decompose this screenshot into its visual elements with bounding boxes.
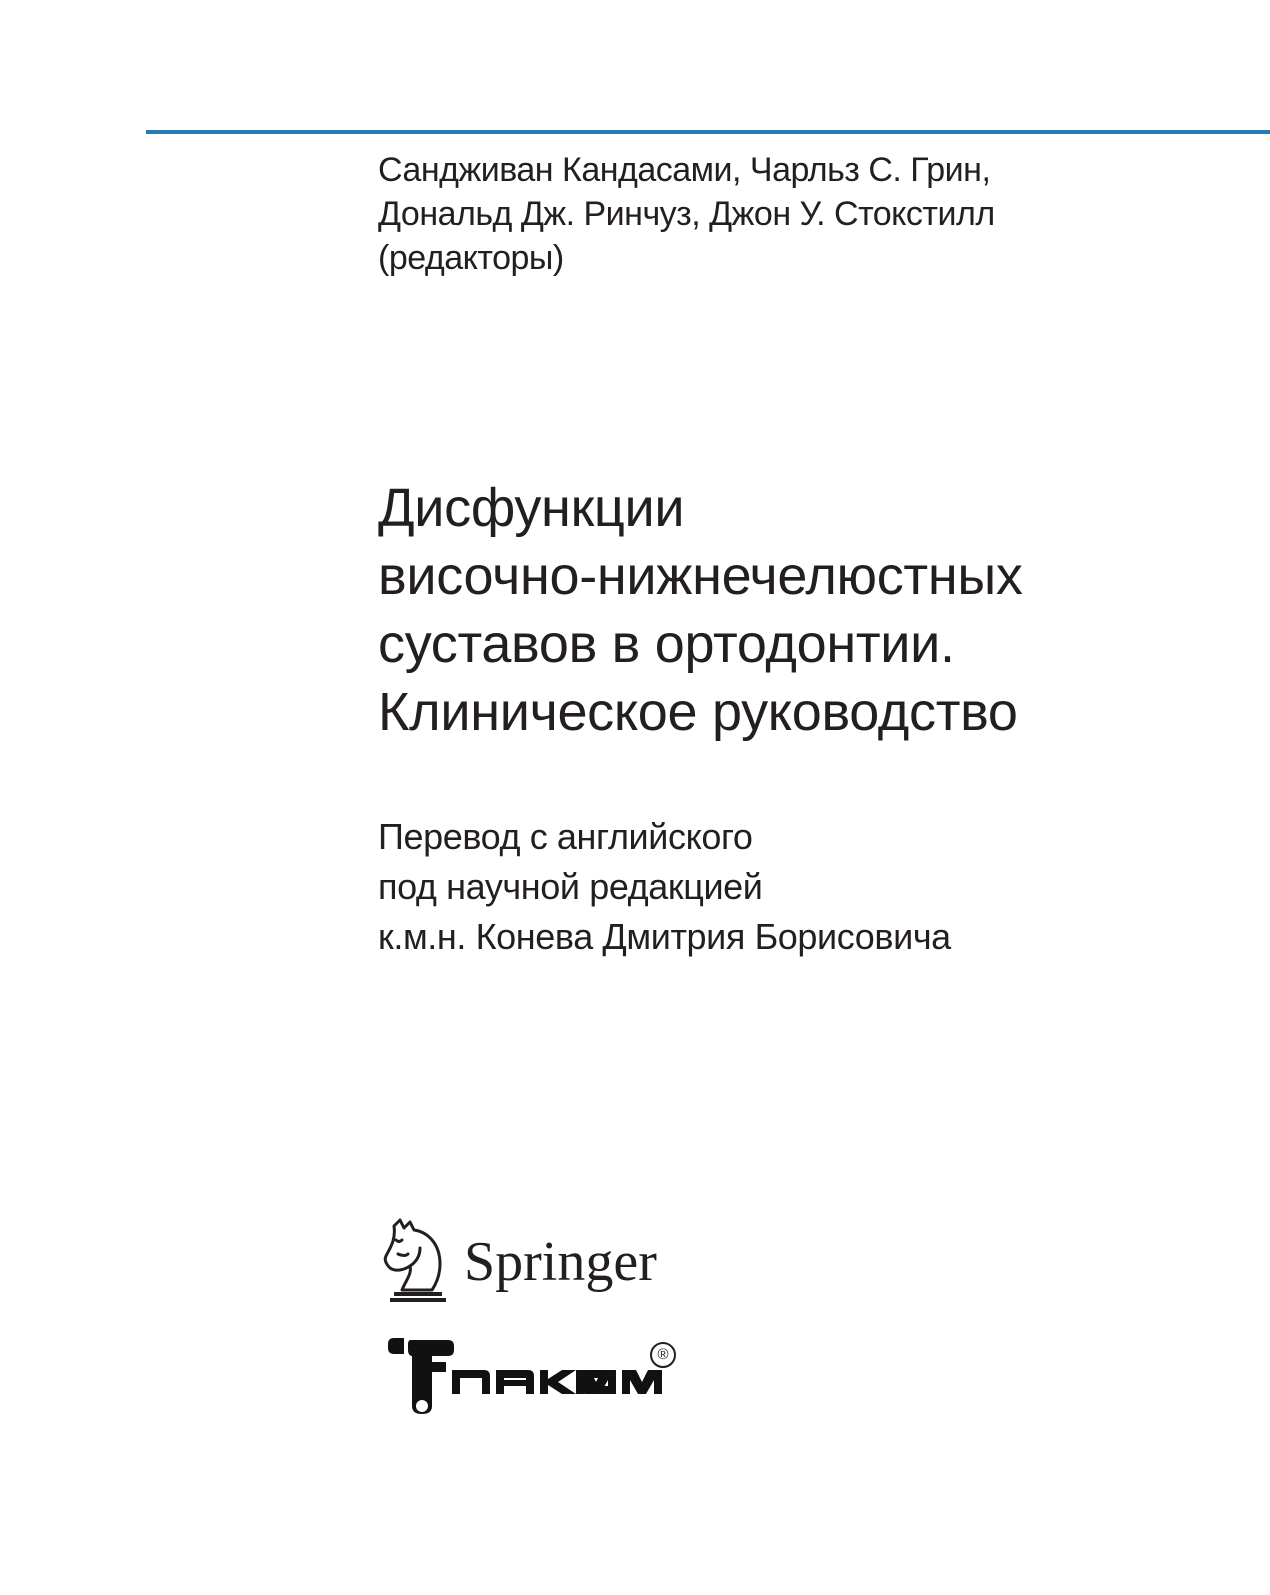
- translation-line: к.м.н. Конева Дмитрия Борисовича: [378, 916, 951, 957]
- translation-line: Перевод с английского: [378, 816, 753, 857]
- title-line: височно-нижнечелюстных: [378, 546, 1023, 606]
- title-line: Дисфункции: [378, 478, 685, 538]
- geotar-letters-m-icon: [622, 1362, 742, 1402]
- springer-wordmark: Springer: [464, 1231, 657, 1293]
- registered-trademark-icon: ®: [650, 1342, 676, 1368]
- title-line: суставов в ортодонтии.: [378, 614, 955, 674]
- geotar-media-logo: [386, 1336, 686, 1416]
- top-rule: [146, 130, 1270, 134]
- editors-role: (редакторы): [378, 239, 564, 277]
- title-line: Клиническое руководство: [378, 682, 1018, 742]
- editors-line: Сандживан Кандасами, Чарльз С. Грин,: [378, 151, 991, 189]
- geotar-g-mark-icon: [386, 1336, 456, 1416]
- geotar-letters-m2-icon: [576, 1362, 636, 1402]
- book-title: [378, 474, 1258, 746]
- knight-chess-piece-icon: [380, 1218, 450, 1302]
- translation-line: под научной редакцией: [378, 866, 763, 907]
- translation-note: [378, 812, 1238, 962]
- springer-logo: [380, 1218, 700, 1302]
- editors-line: Дональд Дж. Ринчуз, Джон У. Стокстилл: [378, 195, 995, 233]
- editors-block: [378, 148, 1238, 280]
